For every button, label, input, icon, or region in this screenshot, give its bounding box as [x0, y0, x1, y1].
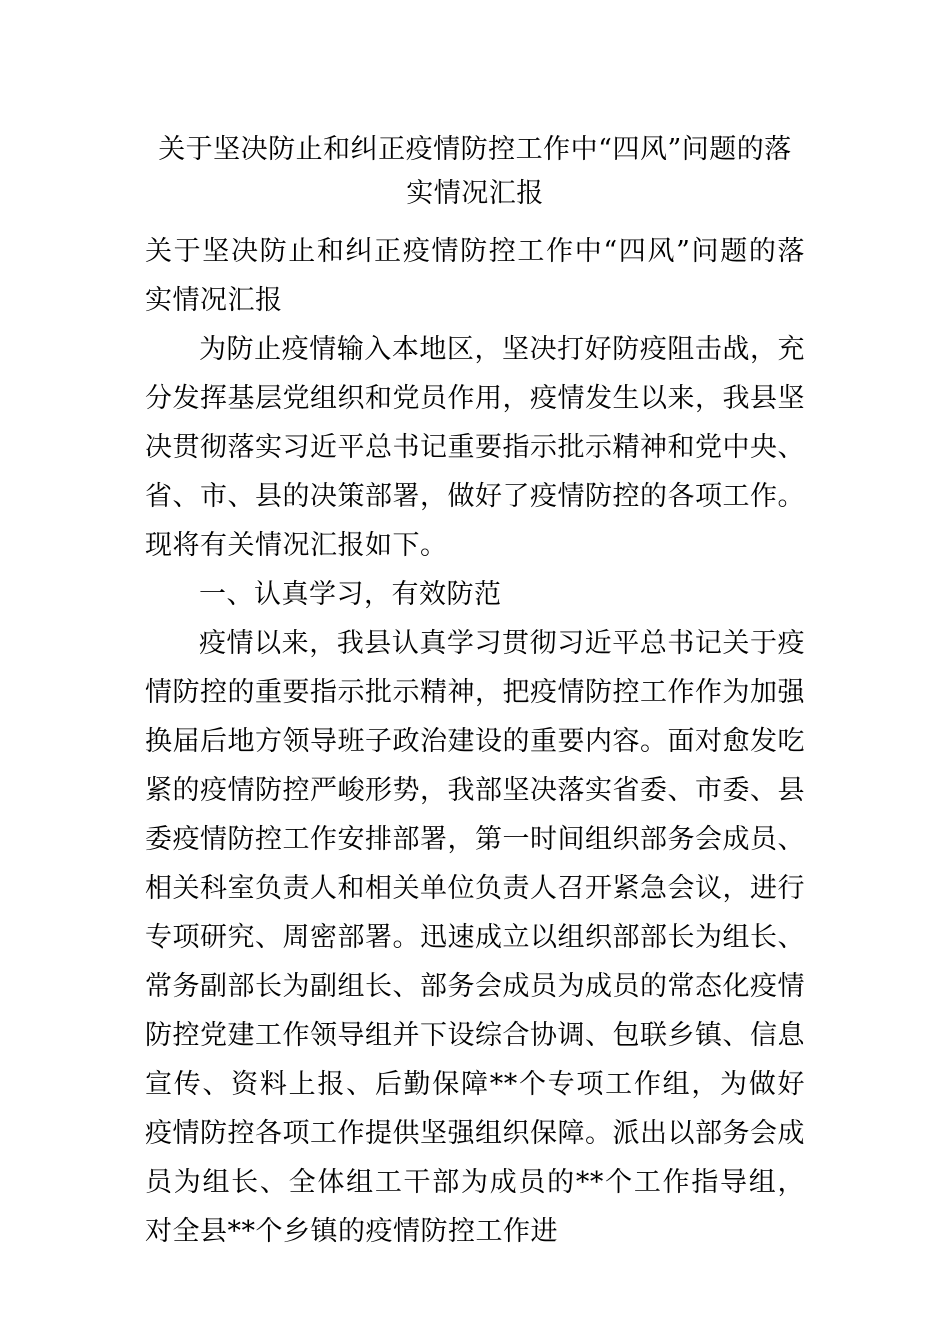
document-subtitle: 关于坚决防止和纠正疫情防控工作中“四风”问题的落实情况汇报	[145, 236, 805, 316]
paragraph-intro: 为防止疫情输入本地区，坚决打好防疫阻击战，充分发挥基层党组织和党员作用，疫情发生以来，我县坚决贯彻落实习近平总书记重要指示批示精神和党中央、省、市、县的决策部署，做好了疫情防控的各项工作。现将有关情况汇报如下。	[145, 334, 805, 561]
section-heading-1: 一、认真学习，有效防范	[199, 579, 502, 610]
document-title: 关于坚决防止和纠正疫情防控工作中“四风”问题的落实情况汇报	[158, 134, 792, 209]
document-body	[145, 227, 805, 1256]
paragraph-section-1: 疫情以来，我县认真学习贯彻习近平总书记关于疫情防控的重要指示批示精神，把疫情防控工作作为加强换届后地方领导班子政治建设的重要内容。面对愈发吃紧的疫情防控严峻形势，我部坚决落实省委、市委、县委疫情防控工作安排部署，第一时间组织部务会成员、相关科室负责人和相关单位负责人召开紧急会议，进行专项研究、周密部署。迅速成立以组织部部长为组长、常务副部长为副组长、部务会成员为成员的常态化疫情防控党建工作领导组并下设综合协调、包联乡镇、信息宣传、资料上报、后勤保障**个专项工作组，为做好疫情防控各项工作提供坚强组织保障。派出以部务会成员为组长、全体组工干部为成员的**个工作指导组，对全县**个乡镇的疫情防控工作进	[145, 628, 805, 1247]
